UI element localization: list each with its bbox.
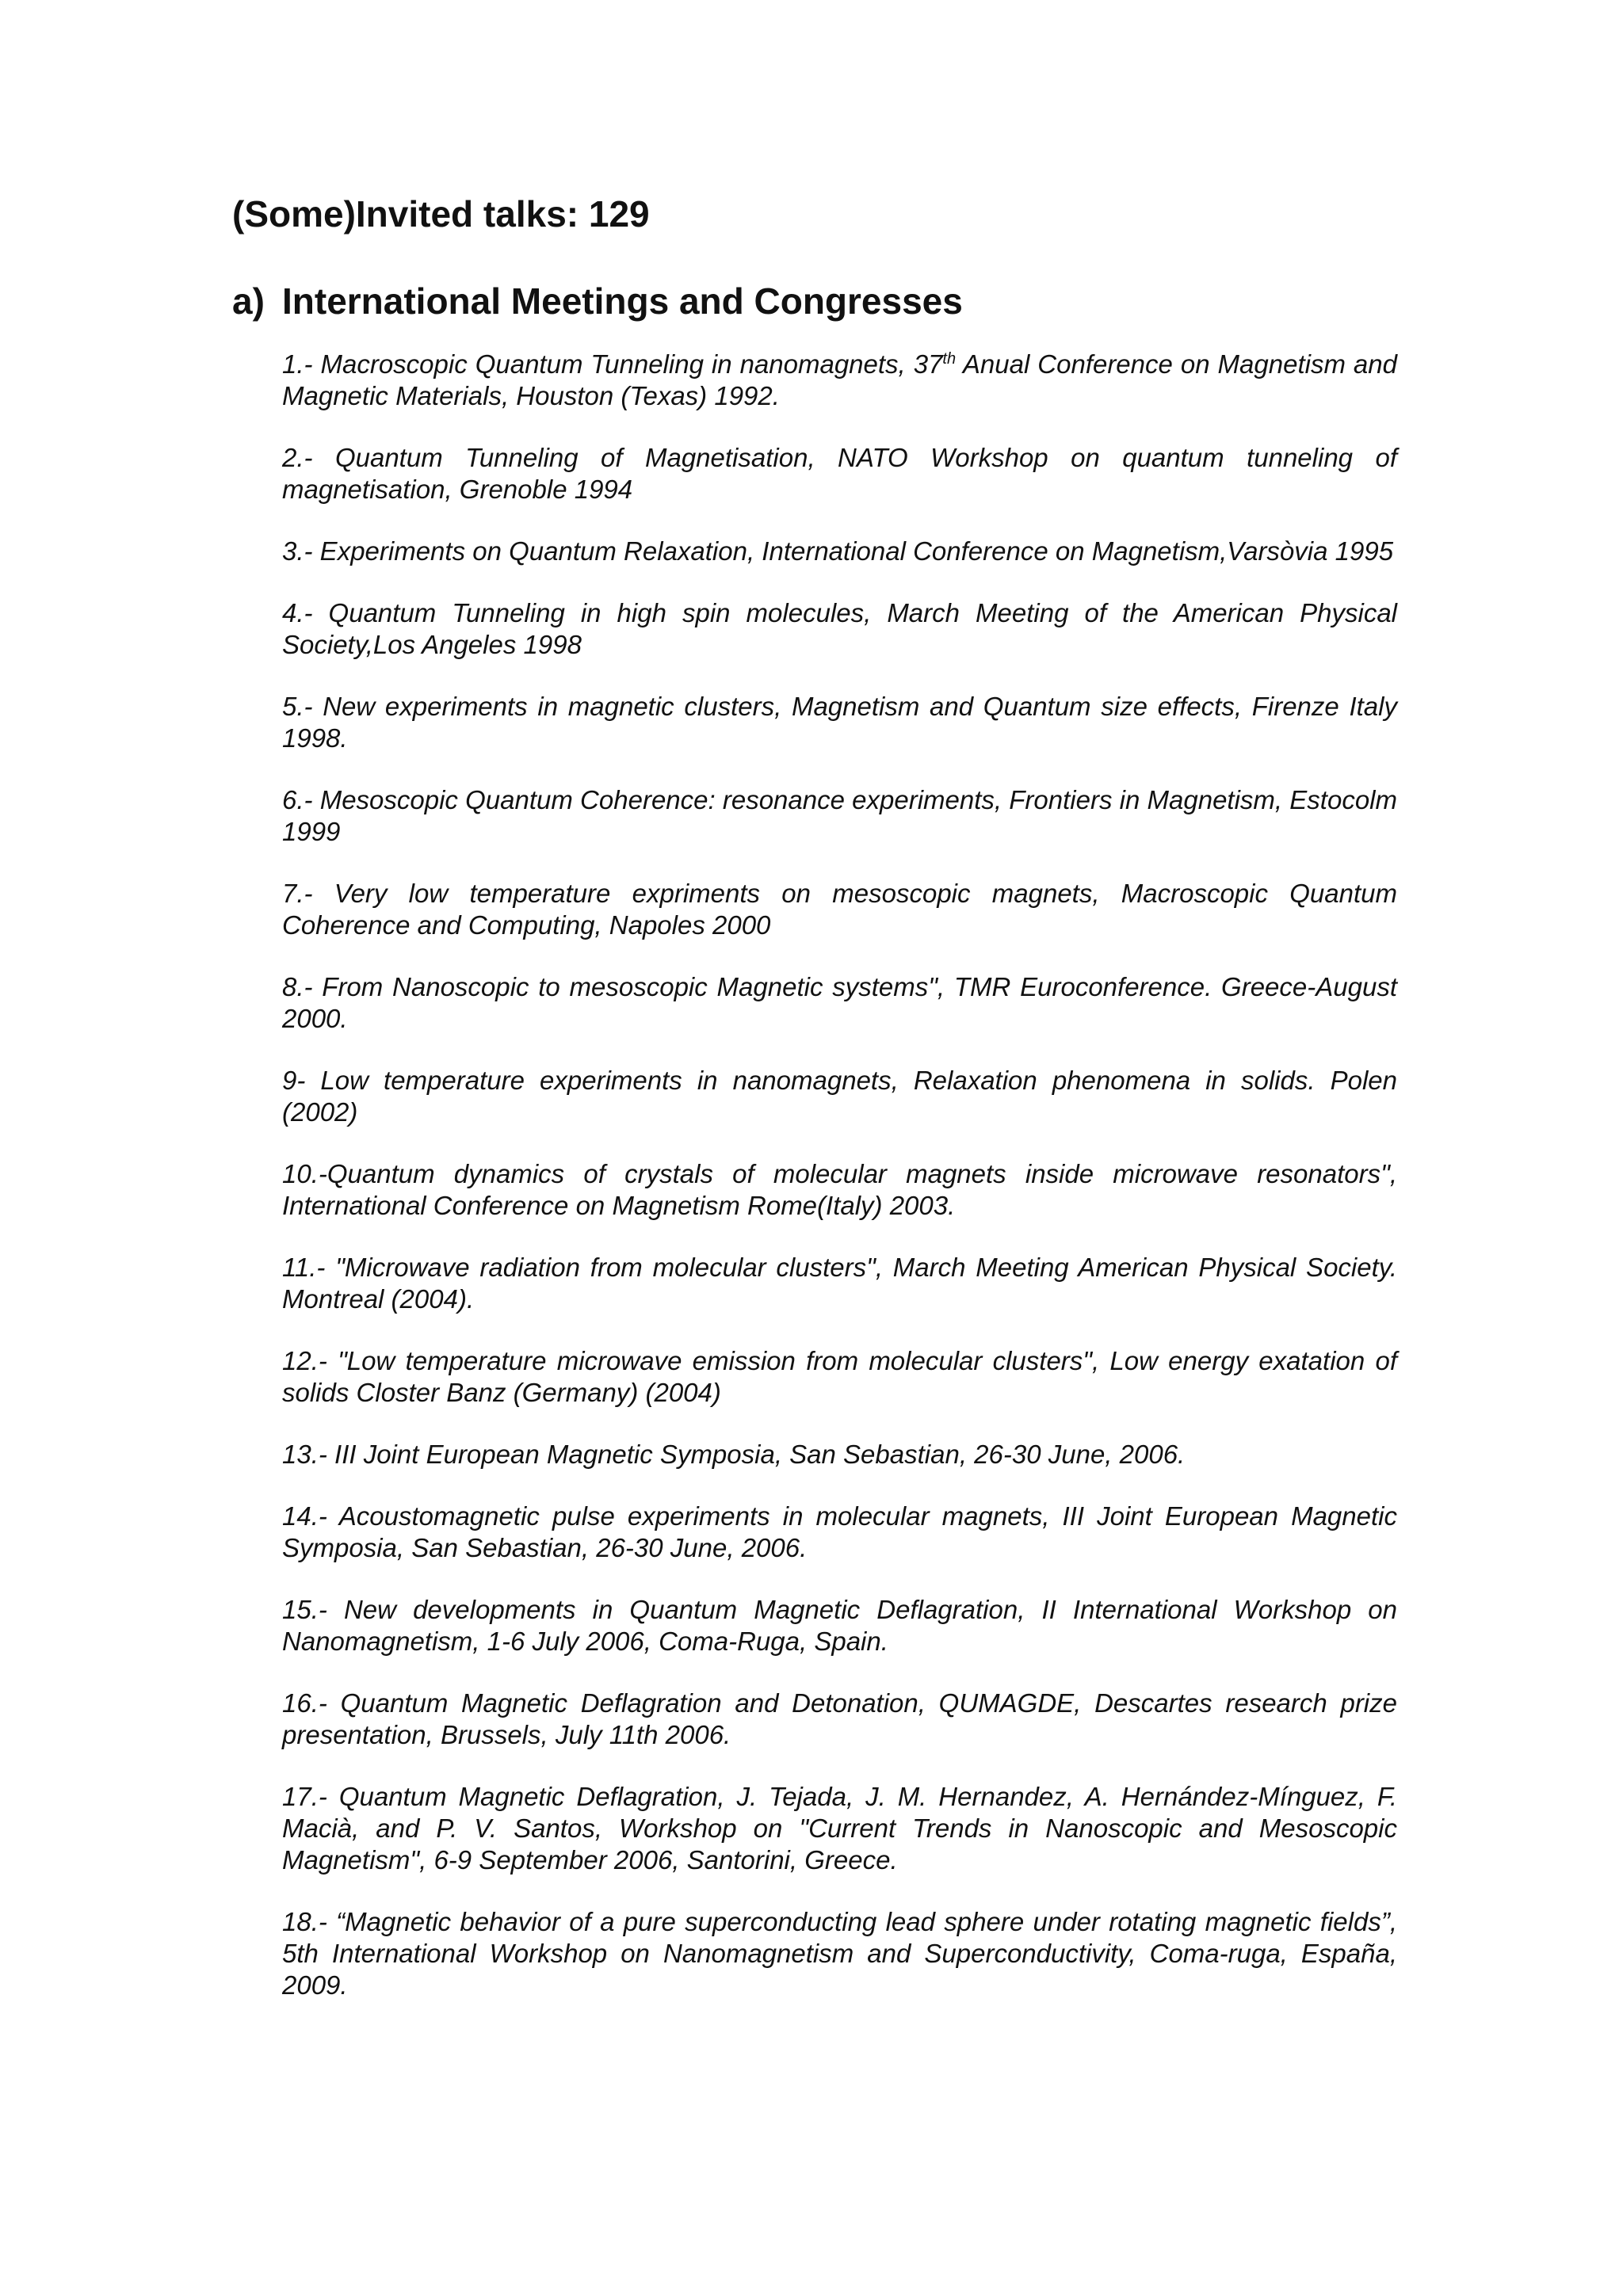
talk-item-12: 12.- "Low temperature microwave emission from molecular clusters", Low energy exatation of solids Closter Banz (Germany) (2004)	[282, 1346, 1397, 1407]
talk-item-14: 14.- Acoustomagnetic pulse experiments in molecular magnets, III Joint European Magnetic Symposia, San Sebastian, 26-30 June, 2006.	[282, 1501, 1397, 1562]
talk-item-18: 18.- “Magnetic behavior of a pure superconducting lead sphere under rotating magnetic fields”, 5th International Workshop on Nanomagnetism and Superconductivity, Coma-ruga, España, 2009.	[282, 1907, 1397, 2000]
section-letter: a)	[232, 280, 265, 322]
page-title: (Some)Invited talks: 129	[232, 193, 650, 235]
talk-item-6: 6.- Mesoscopic Quantum Coherence: resonance experiments, Frontiers in Magnetism, Estocolm 1999	[282, 785, 1397, 846]
talk-item-1	[282, 349, 1397, 412]
talk-item-16: 16.- Quantum Magnetic Deflagration and Detonation, QUMAGDE, Descartes research prize presentation, Brussels, July 11th 2006.	[282, 1688, 1397, 1749]
talk-item-10: 10.-Quantum dynamics of crystals of molecular magnets inside microwave resonators", International Conference on Magnetism Rome(Italy) 2003.	[282, 1159, 1397, 1220]
document-page	[232, 190, 1397, 2031]
ordinal-superscript: th	[942, 350, 957, 368]
section-title: International Meetings and Congresses	[282, 280, 963, 322]
talk-item-15: 15.- New developments in Quantum Magnetic Deflagration, II International Workshop on Nanomagnetism, 1-6 July 2006, Coma-Ruga, Spain.	[282, 1595, 1397, 1656]
talk-item-5: 5.- New experiments in magnetic clusters, Magnetism and Quantum size effects, Firenze Italy 1998.	[282, 692, 1397, 753]
talk-item-4: 4.- Quantum Tunneling in high spin molecules, March Meeting of the American Physical Society,Los Angeles 1998	[282, 598, 1397, 659]
talk-item-3: 3.- Experiments on Quantum Relaxation, International Conference on Magnetism,Varsòvia 1995	[282, 536, 1394, 566]
section-heading	[232, 277, 1397, 325]
talk-item-7: 7.- Very low temperature expriments on mesoscopic magnets, Macroscopic Quantum Coherence and Computing, Napoles 2000	[282, 879, 1397, 940]
talk-item-8: 8.- From Nanoscopic to mesoscopic Magnetic systems", TMR Euroconference. Greece-August 2000.	[282, 972, 1397, 1033]
talk-item-17: 17.- Quantum Magnetic Deflagration, J. Tejada, J. M. Hernandez, A. Hernández-Mínguez, F. Macià, and P. V. Santos, Workshop on "Current Trends in Nanoscopic and Mesoscopic Magnetism", 6-9 September 2006, Santorini, Greece.	[282, 1782, 1397, 1875]
invited-talks-list	[282, 349, 1397, 2001]
talk-1-text-end: Anual Conference on Magnetism and Magnetic Materials, Houston (Texas) 1992.	[282, 349, 1397, 410]
talk-item-13: 13.- III Joint European Magnetic Symposia, San Sebastian, 26-30 June, 2006.	[282, 1440, 1186, 1469]
talk-1-text-start: 1.- Macroscopic Quantum Tunneling in nanomagnets, 37	[282, 349, 943, 379]
talk-item-2: 2.- Quantum Tunneling of Magnetisation, NATO Workshop on quantum tunneling of magnetisation, Grenoble 1994	[282, 443, 1397, 504]
talk-item-11: 11.- "Microwave radiation from molecular clusters", March Meeting American Physical Society. Montreal (2004).	[282, 1253, 1397, 1314]
talk-item-9: 9- Low temperature experiments in nanomagnets, Relaxation phenomena in solids. Polen (2002)	[282, 1066, 1397, 1127]
